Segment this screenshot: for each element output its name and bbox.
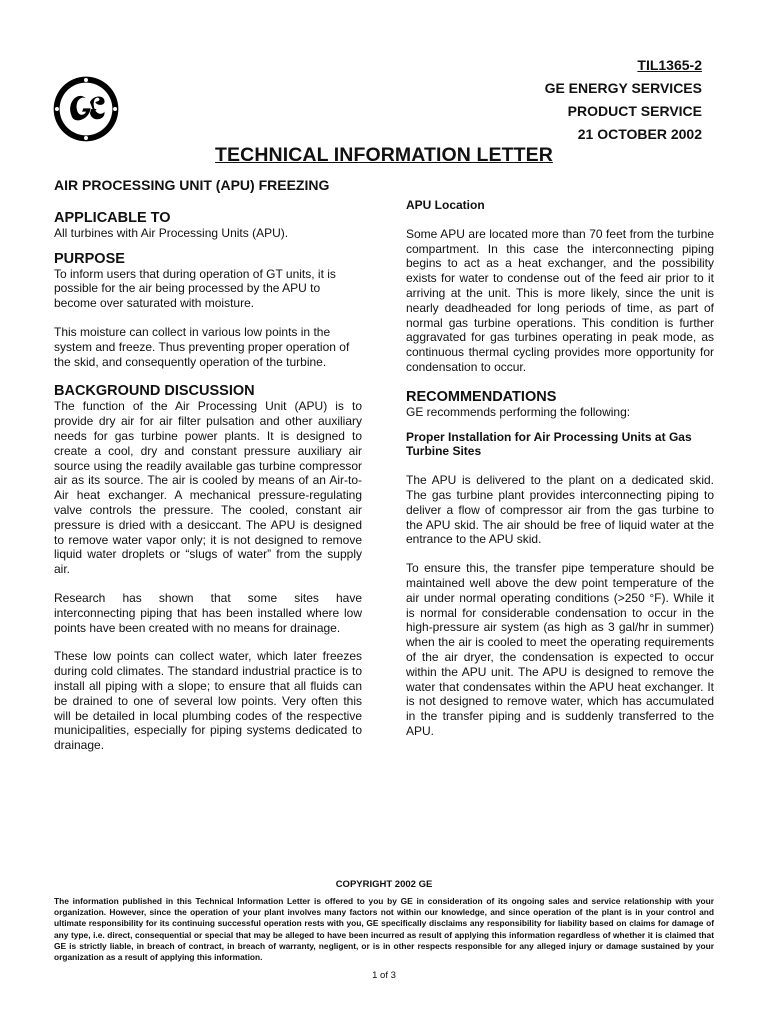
doc-id: TIL1365-2 (637, 57, 702, 73)
background-paragraph: These low points can collect water, which later freezes during cold climates. The standard industrial practice is to install all piping with a slope; to ensure that all fluids can be drained to one of several low points. Very often this will be detailed in local plumbing codes of the respective municipalities, especially for piping systems dedicated to drainage. (54, 649, 362, 753)
applicable-heading: APPLICABLE TO (54, 209, 171, 226)
department: PRODUCT SERVICE (567, 103, 702, 119)
purpose-paragraph: To inform users that during operation of GT units, it is possible for the air being processed by the APU to become over saturated with moisture. (54, 266, 336, 311)
copyright-notice: COPYRIGHT 2002 GE (335, 879, 433, 890)
org-name: GE ENERGY SERVICES (544, 80, 702, 96)
left-column (54, 176, 362, 753)
subject-line: AIR PROCESSING UNIT (APU) FREEZING (54, 177, 330, 193)
recommendations-heading: RECOMMENDATIONS (406, 388, 557, 405)
location-paragraph: Some APU are located more than 70 feet from the turbine compartment. In this case the interconnecting piping begins to act as a heat exchanger, and the possibility exists for water to condense out of the feed air prior to it arriving at the unit. This is more likely, since the unit is nearly deadheaded for long periods of time, as part of normal gas turbine operations. This condition is further aggravated for gas turbines operating in peak mode, as continuous thermal cycling provides more opportunity for condensation to occur. (406, 226, 714, 374)
background-paragraph: The function of the Air Processing Unit (APU) is to provide dry air for air filter pulsation and other auxiliary needs for gas turbine power plants. It is designed to create a cool, dry and constant pressure auxiliary air source using the readily available gas turbine compressor air as its source. The air is cooled by means of an Air-to-Air heat exchanger. A mechanical pressure-regulating valve controls the pressure. The cooled, constant air pressure is dried with a desiccant. The APU is designed to remove water vapor only; it is not designed to remove liquid water droplets or “slugs of water” from the supply air. (54, 399, 362, 577)
background-paragraph: Research has shown that some sites have interconnecting piping that has been installed where low points have been created with no means for drainage. (54, 590, 362, 635)
ge-logo-icon (53, 76, 119, 142)
legal-disclaimer: The information published in this Technical Information Letter is offered to you by GE in consideration of its ongoing sales and service relationship with your organization. However, since the operation of your plant involves many factors not within our knowledge, and since operation of the plant is in your control and ultimate responsibility for its continuing successful operation rests with you, GE specifically disclaims any responsibility for liability based on claims for damage of any type, i.e. direct, consequential or special that may be alleged to have been incurred as result of applying this information regardless of whether it is claimed that GE is strictly liable, in breach of contract, in breach of warranty, negligent, or is in other respects responsible for any alleged injury or damage sustained by your organization as a result of applying this information. (54, 896, 714, 963)
installation-paragraph: The APU is delivered to the plant on a dedicated skid. The gas turbine plant provides interconnecting piping to deliver a flow of compressor air from the gas turbine to the APU skid. The air should be free of liquid water at the entrance to the APU skid. (406, 473, 714, 547)
background-heading: BACKGROUND DISCUSSION (54, 383, 255, 400)
document-header (545, 54, 702, 146)
installation-paragraph: To ensure this, the transfer pipe temperature should be maintained well above the dew point temperature of the air under normal operating conditions (>250 °F). While it is normal for considerable condensation to occur in the high-pressure air system (as high as 3 gal/hr in summer) when the air is cooled to meet the operating requirements of the air dryer, the condensation is expected to occur within the APU unit. The APU is designed to remove the water that condensates within the APU heat exchanger. It is not designed to remove water, which has accumulated in the transfer piping and is suddenly transferred to the APU. (406, 561, 714, 738)
document-title: TECHNICAL INFORMATION LETTER (215, 144, 553, 166)
recommendations-intro: GE recommends performing the following: (406, 404, 631, 419)
purpose-heading: PURPOSE (54, 250, 125, 267)
installation-heading: Proper Installation for Air Processing Units at Gas Turbine Sites (406, 429, 692, 459)
applicable-text: All turbines with Air Processing Units (APU). (54, 225, 289, 240)
page-number: 1 of 3 (372, 970, 396, 981)
location-heading: APU Location (406, 198, 485, 212)
purpose-paragraph: This moisture can collect in various low points in the system and freeze. Thus preventing proper operation of the skid, and consequently operation of the turbine. (54, 324, 350, 369)
issue-date: 21 OCTOBER 2002 (577, 126, 702, 142)
right-column (406, 198, 714, 739)
